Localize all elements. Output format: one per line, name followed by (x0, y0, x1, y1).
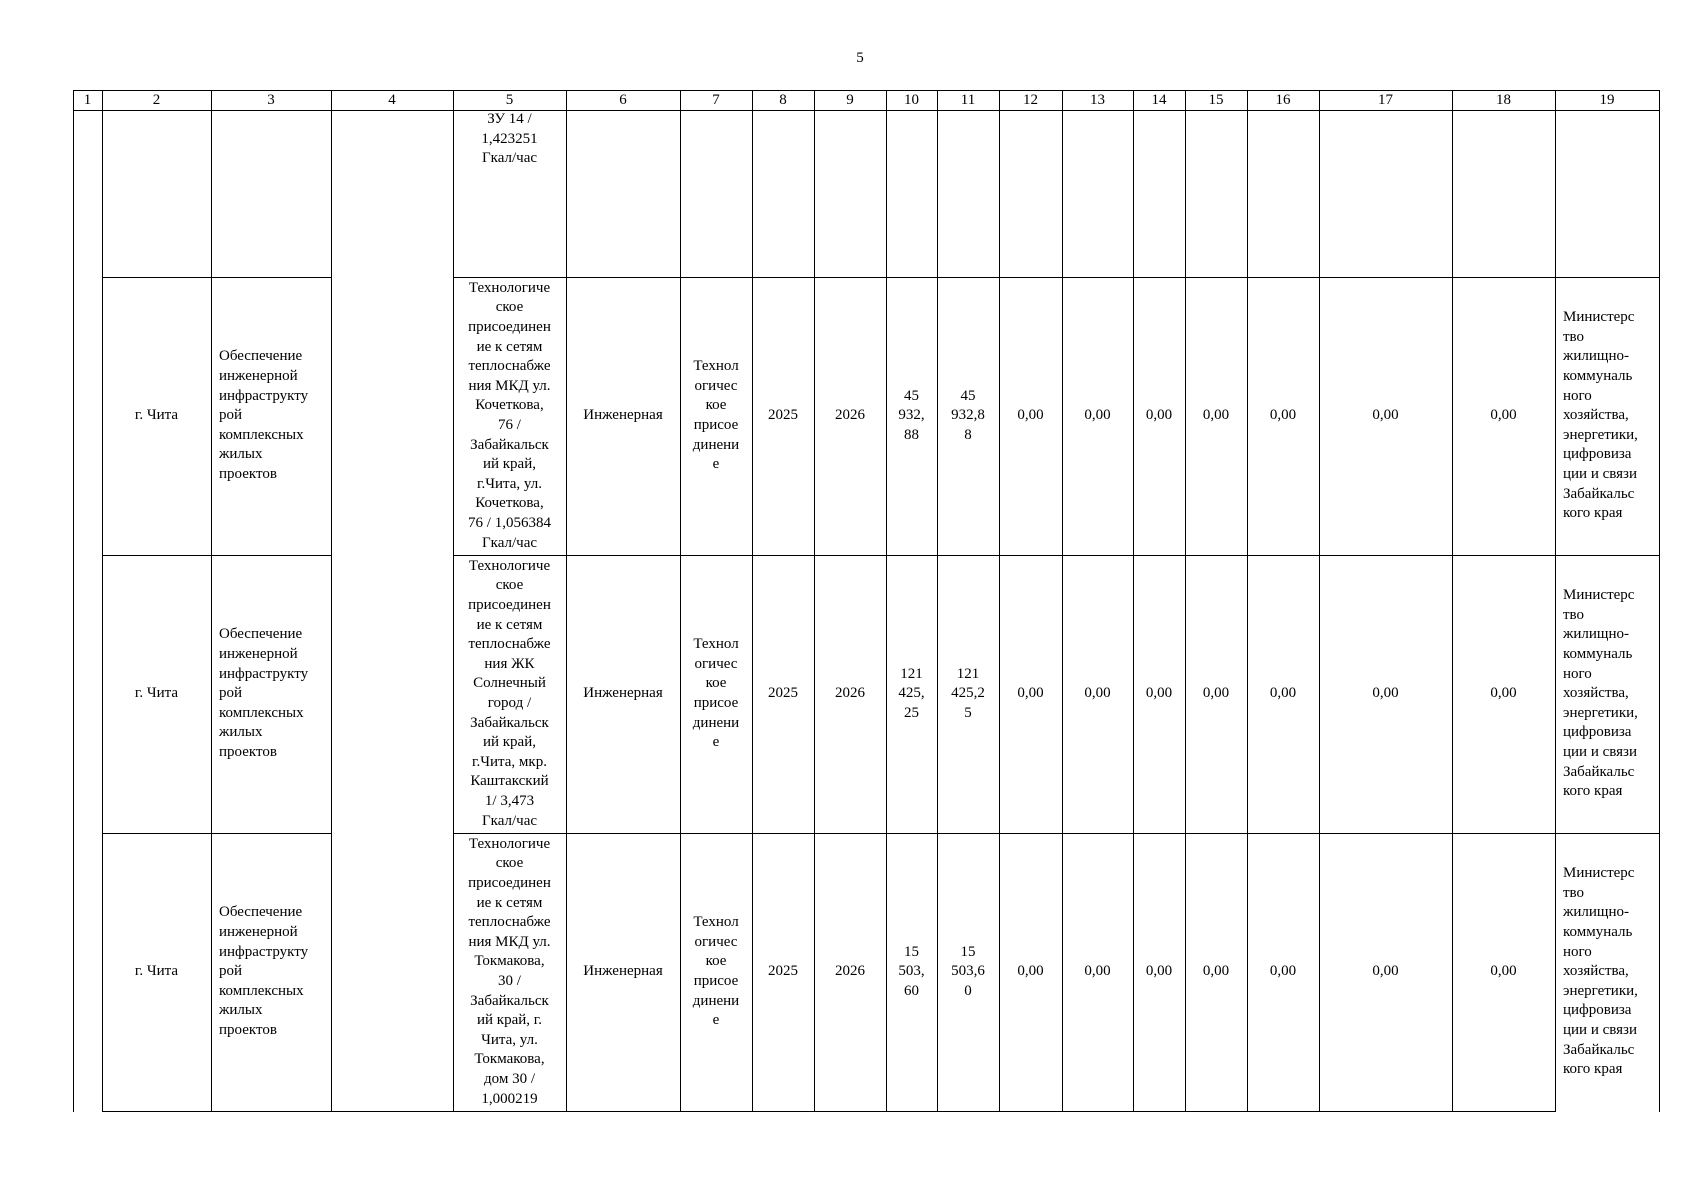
table-cell: 0,00 (1145, 685, 1173, 702)
table-cell: Технологиче ское присоединен ие к сетям теплоснабже ния МКД ул. Кочеткова, 76 / Забайкальск ий край, г.Чита, ул. Кочеткова, 76 / 1,056384 Гкал/час (468, 279, 551, 551)
column-header-19: 19 (1599, 92, 1615, 108)
table-cell: 0,00 (1084, 407, 1111, 424)
table-cell: 45 932,8 8 (951, 387, 985, 443)
table-cell: Обеспечение инженерной инфраструкту рой комплексных жилых проектов (219, 626, 309, 760)
table-cell (1247, 110, 1319, 277)
column-header-5: 5 (505, 92, 514, 108)
table-cell (680, 110, 752, 277)
column-header-6: 6 (619, 92, 627, 108)
column-header-4: 4 (388, 92, 396, 108)
table-cell (752, 110, 814, 277)
table-cell: 0,00 (1269, 963, 1297, 980)
column-header-12: 12 (1023, 92, 1038, 108)
table-cell (814, 110, 886, 277)
column-header-10: 10 (904, 92, 919, 108)
table-cell: 0,00 (1269, 407, 1297, 424)
table-cell: 0,00 (1490, 963, 1517, 980)
table-cell: 0,00 (1084, 685, 1111, 702)
table-cell: Технол огичес кое присое динени е (692, 914, 740, 1029)
table-cell: 121 425, 25 (898, 665, 925, 721)
table-cell (211, 110, 331, 277)
table-cell: Министерс тво жилищно- коммуналь ного хозяйства, энергетики, цифровиза ции и связи Забайкальс кого края (1563, 309, 1638, 522)
table-cell: Обеспечение инженерной инфраструкту рой комплексных жилых проектов (219, 348, 309, 482)
column-header-16: 16 (1275, 92, 1291, 108)
table-cell (1185, 110, 1247, 277)
table-cell: Технологиче ское присоединен ие к сетям теплоснабже ния ЖК Солнечный город / Забайкальск ий край, г.Чита, мкр. Каштакский 1/ 3,473 Гкал/час (468, 557, 551, 829)
table-cell (1133, 110, 1185, 277)
column-header-3: 3 (267, 92, 275, 108)
table-cell: г. Чита (134, 407, 179, 424)
table-cell (1452, 110, 1555, 277)
table-cell: 2026 (835, 685, 865, 702)
table-cell: 0,00 (1372, 407, 1399, 424)
table-cell: 0,00 (1145, 407, 1173, 424)
table-cell: 0,00 (1372, 685, 1399, 702)
column-header-18: 18 (1496, 92, 1511, 108)
table-cell (1062, 110, 1133, 277)
column-header-9: 9 (846, 92, 854, 108)
table-cell (886, 110, 937, 277)
table-cell: 0,00 (1372, 963, 1399, 980)
table-cell: 0,00 (1202, 407, 1230, 424)
table-cell (937, 110, 999, 277)
table-cell: Обеспечение инженерной инфраструкту рой комплексных жилых проектов (219, 904, 309, 1038)
column-header-14: 14 (1151, 92, 1167, 108)
page-number: 5 (856, 50, 864, 66)
table-cell: Технологиче ское присоединен ие к сетям теплоснабже ния МКД ул. Токмакова, 30 / Забайкальск ий край, г. Чита, ул. Токмакова, дом 30 / 1,000219 (468, 835, 551, 1107)
data-table (73, 90, 1667, 1120)
column-header-13: 13 (1090, 92, 1105, 108)
table-cell: 2026 (835, 407, 865, 424)
table-cell: г. Чита (134, 963, 179, 980)
table-cell: 0,00 (1145, 963, 1173, 980)
table-cell (1555, 110, 1659, 277)
table-cell (1319, 110, 1452, 277)
column-header-15: 15 (1208, 92, 1224, 108)
table-cell: 45 932, 88 (898, 387, 925, 443)
table-cell: 2025 (768, 407, 798, 424)
table-cell: 15 503,6 0 (951, 943, 985, 999)
table-cell (102, 110, 211, 277)
table-cell: Инженерная (583, 963, 663, 980)
table-cell: 15 503, 60 (898, 943, 925, 999)
table-cell: Министерс тво жилищно- коммуналь ного хозяйства, энергетики, цифровиза ции и связи Забайкальс кого края (1563, 587, 1638, 800)
table-cell: Технол огичес кое присое динени е (692, 636, 740, 751)
table-cell: Инженерная (583, 407, 663, 424)
table-cell: Технол огичес кое присое динени е (692, 358, 740, 473)
table-cell (566, 110, 680, 277)
table-cell: 0,00 (1017, 685, 1044, 702)
table-cell: 0,00 (1202, 685, 1230, 702)
table-cell: 0,00 (1490, 685, 1517, 702)
column-header-1: 1 (83, 92, 92, 108)
table-cell: 0,00 (1202, 963, 1230, 980)
column-header-2: 2 (152, 92, 161, 108)
table-cell: Инженерная (583, 685, 663, 702)
table-cell: 0,00 (1490, 407, 1517, 424)
table-cell: 0,00 (1017, 963, 1044, 980)
table-cell: 121 425,2 5 (951, 665, 985, 721)
table-cell: 0,00 (1017, 407, 1044, 424)
table-cell: г. Чита (134, 685, 179, 702)
table-cell: ЗУ 14 / 1,423251 Гкал/час (481, 111, 538, 167)
column-header-7: 7 (712, 92, 720, 108)
table-cell: 2025 (768, 685, 798, 702)
table-cell: 2025 (768, 963, 798, 980)
table-cell: Министерс тво жилищно- коммуналь ного хозяйства, энергетики, цифровиза ции и связи Забайкальс кого края (1563, 865, 1638, 1078)
table-cell: 0,00 (1269, 685, 1297, 702)
table-cell: 2026 (835, 963, 865, 980)
table-cell (999, 110, 1062, 277)
table-cell: 0,00 (1084, 963, 1111, 980)
column-header-11: 11 (960, 92, 976, 108)
column-header-17: 17 (1378, 92, 1393, 108)
column-header-8: 8 (779, 92, 787, 108)
